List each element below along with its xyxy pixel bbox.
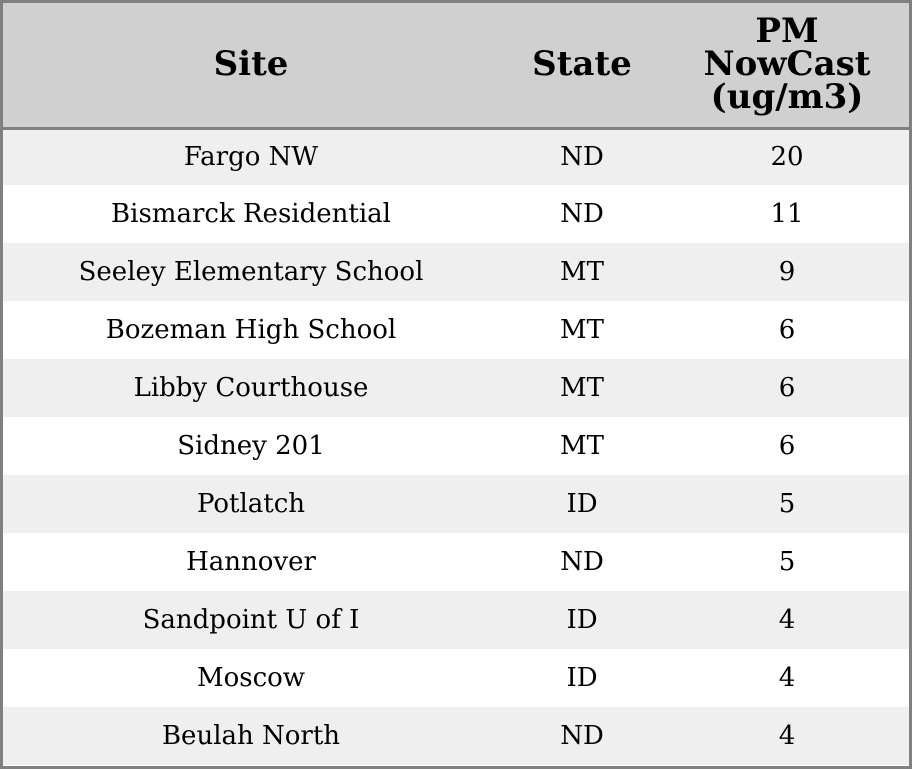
table-row — [3, 649, 909, 707]
column-header-site[interactable]: Site — [3, 3, 499, 128]
cell-site: Sandpoint U of I — [142, 605, 360, 635]
table-row — [3, 417, 909, 475]
cell-state: ID — [566, 663, 598, 693]
table-row — [3, 475, 909, 533]
column-header-pm-line2: NowCast — [703, 44, 871, 85]
column-header-pm-nowcast[interactable] — [665, 3, 909, 128]
table-row — [3, 707, 909, 765]
cell-site: Seeley Elementary School — [78, 257, 424, 287]
table-row — [3, 243, 909, 301]
cell-pm: 6 — [778, 373, 796, 403]
cell-state: MT — [560, 373, 604, 403]
cell-state: ND — [560, 199, 604, 229]
air-quality-table — [3, 3, 909, 765]
cell-state: MT — [560, 315, 604, 345]
cell-site: Moscow — [196, 663, 306, 693]
column-header-state[interactable]: State — [499, 3, 665, 128]
cell-pm: 9 — [778, 257, 796, 287]
cell-state: MT — [560, 431, 604, 461]
cell-state: ID — [566, 489, 598, 519]
table-row — [3, 128, 909, 185]
table-header — [3, 3, 909, 128]
table-row — [3, 591, 909, 649]
cell-state: MT — [560, 257, 604, 287]
table-row — [3, 185, 909, 243]
cell-site: Potlatch — [196, 489, 306, 519]
table-body — [3, 128, 909, 765]
cell-pm: 4 — [778, 663, 796, 693]
cell-site: Bismarck Residential — [111, 199, 391, 229]
cell-pm: 6 — [778, 315, 796, 345]
cell-state: ND — [560, 142, 604, 173]
cell-state: ID — [566, 605, 598, 635]
cell-site: Beulah North — [161, 721, 341, 751]
cell-pm: 4 — [778, 721, 796, 751]
cell-pm: 11 — [770, 199, 804, 229]
cell-site: Fargo NW — [183, 142, 319, 173]
column-header-pm-line3: (ug/m3) — [710, 77, 864, 118]
cell-pm: 6 — [778, 431, 796, 461]
table-row — [3, 359, 909, 417]
cell-state: ND — [560, 721, 604, 751]
cell-site: Libby Courthouse — [133, 373, 369, 403]
table-row — [3, 301, 909, 359]
cell-state: ND — [560, 547, 604, 577]
table-row — [3, 533, 909, 591]
cell-site: Sidney 201 — [177, 431, 325, 461]
cell-pm: 5 — [778, 489, 796, 519]
cell-pm: 4 — [778, 605, 796, 635]
cell-pm: 5 — [778, 547, 796, 577]
cell-site: Bozeman High School — [105, 315, 397, 345]
cell-pm: 20 — [770, 142, 804, 173]
cell-site: Hannover — [186, 547, 316, 577]
header-row — [3, 3, 909, 128]
column-header-pm-line1: PM — [755, 11, 819, 52]
